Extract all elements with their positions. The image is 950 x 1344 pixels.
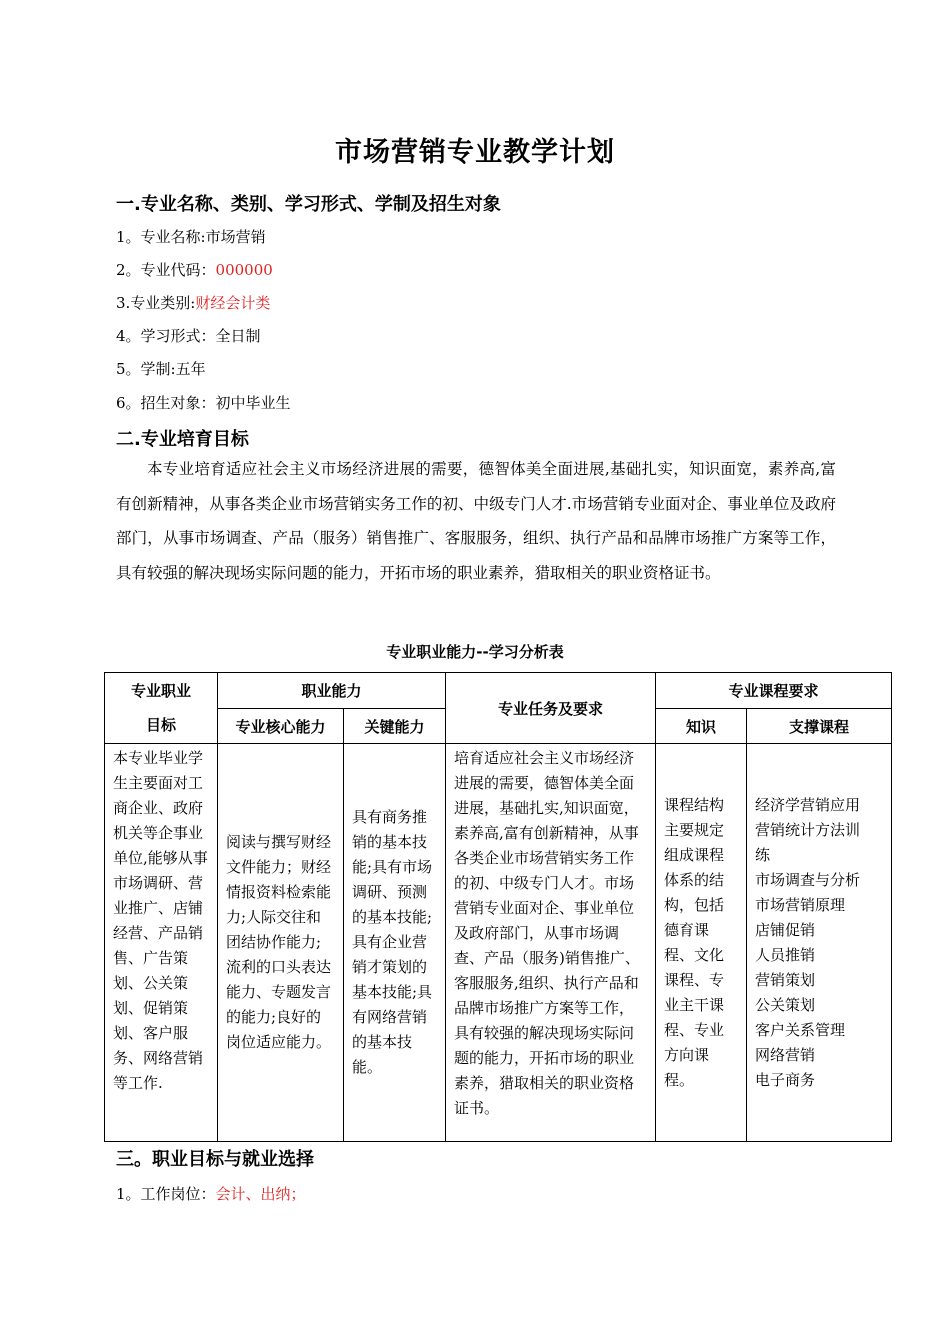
table-caption: 专业职业能力--学习分析表 — [386, 643, 564, 661]
cell-core-ability: 阅读与撰写财经文件能力；财经情报资料检索能力;人际交往和团结协作能力;流利的口头表达能力、专题发言的能力;良好的岗位适应能力。 — [218, 744, 344, 1142]
course-item: 电子商务 — [755, 1070, 816, 1089]
cell-career-goal: 本专业毕业学生主要面对工商企业、政府机关等企事业单位,能够从事市场调研、营业推广、店铺经营、产品销售、广告策划、公关策划、促销策划、客户服务、网络营销等工作. — [105, 744, 218, 1142]
duration-line: 5。学制:五年 — [116, 360, 206, 378]
header-career-ability: 职业能力 — [218, 673, 446, 709]
header-supporting-courses: 支撑课程 — [747, 709, 892, 744]
header-knowledge: 知识 — [656, 709, 747, 744]
page-title: 市场营销专业教学计划 — [335, 137, 615, 168]
section-1-heading: 一.专业名称、类别、学习形式、学制及招生对象 — [116, 194, 501, 215]
major-code-line: 2。专业代码：000000 — [116, 261, 273, 279]
course-item: 营销统计方法训 — [755, 820, 861, 839]
section-2-heading: 二.专业培育目标 — [116, 429, 249, 450]
course-item: 店铺促销 — [755, 920, 816, 939]
header-key-ability: 关键能力 — [344, 709, 446, 744]
competency-analysis-table — [104, 672, 892, 1142]
cell-supporting-courses — [747, 744, 892, 1142]
enrollment-target-line: 6。招生对象：初中毕业生 — [116, 394, 291, 412]
course-item: 公关策划 — [755, 995, 816, 1014]
header-core-ability: 专业核心能力 — [218, 709, 344, 744]
major-category-line: 3.专业类别:财经会计类 — [116, 294, 271, 312]
course-item: 市场调查与分析 — [755, 870, 861, 889]
header-tasks: 专业任务及要求 — [446, 673, 656, 744]
study-form-line: 4。学习形式：全日制 — [116, 327, 261, 345]
course-item: 市场营销原理 — [755, 895, 846, 914]
cell-knowledge: 课程结构主要规定组成课程体系的结构，包括德育课程、文化课程、专业主干课程、专业方向课程。 — [656, 744, 747, 1142]
header-career-goal: 专业职业 目标 — [105, 673, 218, 744]
cell-key-ability: 具有商务推销的基本技能;具有市场调研、预测的基本技能;具有企业营销才策划的基本技能;具有网络营销的基本技能。 — [344, 744, 446, 1142]
course-item: 客户关系管理 — [755, 1020, 846, 1039]
training-goal-paragraph: 本专业培育适应社会主义市场经济进展的需要，德智体美全面进展,基础扎实，知识面宽，素养高,富有创新精神，从事各类企业市场营销实务工作的初、中级专门人才.市场营销专业面对企、事业单位及政府部门，从事市场调查、产品（服务）销售推广、客服服务，组织、执行产品和品牌市场推广方案等工作，具有较强的解决现场实际问题的能力，开拓市场的职业素养，猎取相关的职业资格证书。 — [116, 460, 836, 582]
job-positions-line: 1。工作岗位：会计、出纳； — [116, 1185, 306, 1203]
section-3-heading: 三。职业目标与就业选择 — [116, 1149, 314, 1170]
cell-tasks: 培育适应社会主义市场经济进展的需要，德智体美全面进展，基础扎实,知识面宽，素养高,富有创新精神，从事各类企业市场营销实务工作的初、中级专门人才。市场营销专业面对企、事业单位及政府部门，从事市场调查、产品（服务)销售推广、客服服务,组织、执行产品和品牌市场推广方案等工作，具有较强的解决现场实际问题的能力，开拓市场的职业素养，猎取相关的职业资格证书。 — [446, 744, 656, 1142]
course-item: 人员推销 — [755, 945, 816, 964]
major-name-line: 1。专业名称:市场营销 — [116, 228, 266, 246]
course-item: 网络营销 — [755, 1045, 816, 1064]
course-item: 练 — [755, 845, 771, 864]
course-item: 营销策划 — [755, 970, 816, 989]
header-course-requirements: 专业课程要求 — [656, 673, 892, 709]
course-item: 经济学营销应用 — [755, 795, 861, 814]
